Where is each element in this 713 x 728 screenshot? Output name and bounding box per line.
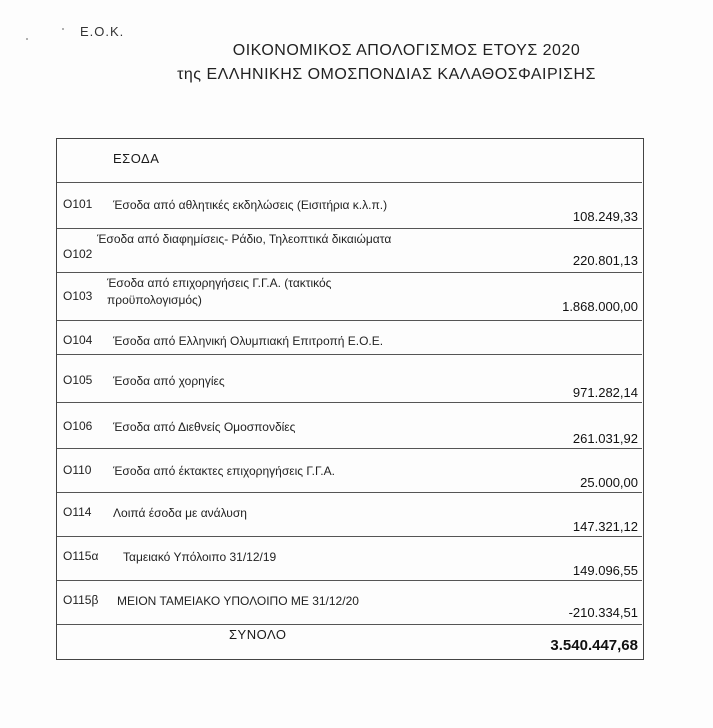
row-code: Ο115β (63, 593, 99, 607)
row-code: Ο102 (63, 247, 93, 261)
document-title: ΟΙΚΟΝΟΜΙΚΟΣ ΑΠΟΛΟΓΙΣΜΟΣ ΕΤΟΥΣ 2020 (232, 42, 581, 59)
row-amount: 147.321,12 (572, 519, 638, 534)
row-amount: 25.000,00 (580, 475, 638, 490)
table-row (57, 321, 642, 355)
row-code: Ο104 (63, 333, 93, 347)
scan-speck (62, 28, 64, 30)
row-code: Ο105 (63, 373, 93, 387)
row-description: Λοιπά έσοδα με ανάλυση (113, 506, 247, 520)
row-description: Ταμειακό Υπόλοιπο 31/12/19 (123, 550, 277, 564)
income-table (56, 138, 644, 660)
row-code: Ο101 (63, 197, 93, 211)
section-label: ΕΣΟΔΑ (113, 151, 160, 166)
table-row (57, 449, 642, 493)
row-description: Έσοδα από Διεθνείς Ομοσπονδίες (113, 420, 296, 434)
row-code: Ο106 (63, 419, 93, 433)
table-row (57, 229, 642, 273)
row-description: Έσοδα από έκτακτες επιχορηγήσεις Γ.Γ.Α. (113, 464, 335, 478)
table-row (57, 537, 642, 581)
table-row (57, 355, 642, 403)
row-description: Έσοδα από Ελληνική Ολυμπιακή Επιτροπή Ε.Ο.Ε. (113, 334, 384, 348)
row-amount: 108.249,33 (572, 209, 638, 224)
row-amount: 1.868.000,00 (562, 299, 638, 314)
row-code: Ο115α (63, 549, 99, 563)
table-header-row (57, 139, 642, 183)
scan-speck (26, 38, 28, 40)
total-label: ΣΥΝΟΛΟ (229, 627, 287, 642)
row-code: Ο114 (63, 505, 92, 519)
row-code: Ο110 (63, 463, 92, 477)
row-amount: 220.801,13 (572, 253, 638, 268)
table-row (57, 183, 642, 229)
org-code: Ε.Ο.Κ. (80, 24, 125, 39)
row-amount: 971.282,14 (572, 385, 638, 400)
document-subtitle: της ΕΛΛΗΝΙΚΗΣ ΟΜΟΣΠΟΝΔΙΑΣ ΚΑΛΑΘΟΣΦΑΙΡΙΣΗΣ (177, 66, 596, 83)
row-amount: 149.096,55 (572, 563, 638, 578)
table-row (57, 581, 642, 625)
total-amount: 3.540.447,68 (550, 637, 638, 654)
row-amount: -210.334,51 (568, 605, 638, 620)
table-row (57, 493, 642, 537)
row-description: Έσοδα από χορηγίες (113, 374, 225, 388)
row-description: ΜΕΙΟΝ ΤΑΜΕΙΑΚΟ ΥΠΟΛΟΙΠΟ ΜΕ 31/12/20 (117, 594, 359, 608)
table-row (57, 403, 642, 449)
row-description: Έσοδα από διαφημίσεις- Ράδιο, Τηλεοπτικά δικαιώματα (97, 232, 392, 246)
row-description: Έσοδα από επιχορηγήσεις Γ.Γ.Α. (τακτικός προϋπολογισμός) (107, 276, 332, 307)
total-row (57, 625, 642, 659)
row-amount: 261.031,92 (572, 431, 638, 446)
row-code: Ο103 (63, 289, 93, 303)
table-row (57, 273, 642, 321)
row-description: Έσοδα από αθλητικές εκδηλώσεις (Εισιτήρια κ.λ.π.) (113, 198, 388, 212)
